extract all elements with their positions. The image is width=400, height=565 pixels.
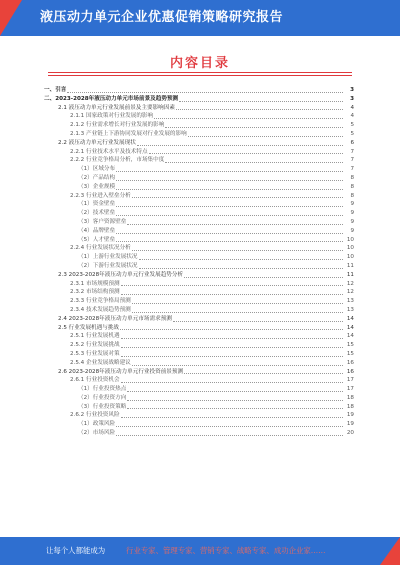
toc-entry-label: 2.5 行业发展机遇与挑战: [58, 324, 120, 331]
toc-entry-label: 2.3.1 市场规模预测: [70, 280, 120, 287]
toc-entry-label: （4）品牌壁垒: [78, 227, 116, 234]
toc-entry-page: 10: [346, 236, 354, 243]
toc-entry-label: 二、2023-2028年液压动力单元市场前景及趋势预测: [44, 95, 179, 102]
toc-entry[interactable]: [44, 420, 354, 429]
toc-entry[interactable]: [44, 165, 354, 174]
toc-entry-label: 2.5.1 行业发展机遇: [70, 333, 120, 340]
toc-entry-label: （2）产品结构: [78, 174, 116, 181]
toc-entry[interactable]: [44, 130, 354, 139]
toc-heading: 内容目录: [169, 56, 230, 71]
toc-entry[interactable]: [44, 315, 354, 324]
toc-entry-page: 15: [346, 342, 354, 349]
toc-leader-dots: [116, 435, 343, 436]
toc-entry[interactable]: [44, 95, 354, 104]
toc-entry-page: 13: [346, 306, 354, 313]
toc-entry-label: （3）客户资源壁垒: [78, 218, 127, 225]
toc-entry[interactable]: [44, 112, 354, 121]
toc-entry-page: 18: [346, 394, 354, 401]
toc-entry-page: 12: [346, 289, 354, 296]
toc-entry-page: 13: [346, 298, 354, 305]
toc-entry-label: 2.6.1 行业投资机会: [70, 377, 120, 384]
toc-entry-page: 9: [350, 227, 354, 234]
toc-leader-dots: [149, 153, 343, 154]
toc-entry-page: 3: [350, 95, 354, 102]
toc-entry-label: （1）政策风险: [78, 421, 116, 428]
toc-leader-dots: [184, 277, 343, 278]
toc-leader-dots: [132, 250, 343, 251]
toc-entry[interactable]: [44, 236, 354, 245]
toc-leader-dots: [132, 303, 343, 304]
toc-entry-label: 2.2.4 行业发展状况分析: [70, 245, 131, 252]
toc-leader-dots: [132, 197, 343, 198]
toc-entry-label: （3）行业投资策略: [78, 403, 127, 410]
toc-entry[interactable]: [44, 429, 354, 438]
toc-entry-page: 14: [346, 324, 354, 331]
report-footer-bar: [0, 537, 400, 565]
toc-leader-dots: [188, 136, 343, 137]
toc-entry-page: 17: [346, 377, 354, 384]
toc-entry-label: （5）人才壁垒: [78, 236, 116, 243]
toc-leader-dots: [120, 329, 343, 330]
toc-entry-page: 8: [350, 174, 354, 181]
toc-entry-label: 2.1.3 产业链上下游协同发展对行业发展的影响: [70, 130, 187, 137]
toc-entry[interactable]: [44, 288, 354, 297]
toc-entry[interactable]: [44, 359, 354, 368]
toc-entry-page: 9: [350, 218, 354, 225]
toc-entry[interactable]: [44, 403, 354, 412]
footer-roles: 行业专家、管理专家、营销专家、战略专家、成功企业家……: [126, 546, 326, 555]
toc-entry[interactable]: [44, 394, 354, 403]
toc-leader-dots: [176, 109, 343, 110]
report-title: 液压动力单元企业优惠促销策略研究报告: [40, 10, 284, 25]
toc-entry[interactable]: [44, 200, 354, 209]
toc-entry[interactable]: [44, 341, 354, 350]
toc-entry[interactable]: [44, 139, 354, 148]
toc-entry[interactable]: [44, 368, 354, 377]
toc-leader-dots: [132, 365, 343, 366]
toc-entry-label: 2.5.2 行业发展挑战: [70, 342, 120, 349]
toc-entry-page: 7: [350, 157, 354, 164]
toc-entry-page: 8: [350, 192, 354, 199]
toc-entry-page: 7: [350, 166, 354, 173]
toc-entry-page: 19: [346, 421, 354, 428]
toc-entry-label: 2.6.2 行业投资风险: [70, 412, 120, 419]
toc-entry-label: 2.2 液压动力单元行业发展现状: [58, 139, 136, 146]
toc-entry-label: （1）上游行业发展状况: [78, 254, 138, 261]
toc-leader-dots: [116, 206, 343, 207]
toc-leader-dots: [116, 171, 343, 172]
toc-entry[interactable]: [44, 376, 354, 385]
toc-leader-dots: [121, 382, 343, 383]
toc-leader-dots: [116, 215, 343, 216]
toc-leader-dots: [127, 408, 343, 409]
toc-entry-label: 2.1 液压动力单元行业发展前景及主要影响因素: [58, 104, 175, 111]
toc-leader-dots: [67, 92, 343, 93]
toc-entry-page: 9: [350, 210, 354, 217]
heading-rule-bottom: [48, 75, 352, 76]
toc-entry-page: 3: [350, 87, 354, 93]
toc-leader-dots: [121, 285, 343, 286]
toc-entry-label: 2.3.3 行业竞争格局预测: [70, 298, 131, 305]
toc-entry-label: 2.3 2023-2028年液压动力单元行业发展趋势分析: [58, 271, 184, 278]
toc-entry-page: 11: [346, 271, 354, 278]
toc-entry-page: 14: [346, 333, 354, 340]
toc-leader-dots: [139, 259, 344, 260]
toc-entry-label: 2.5.3 行业发展对策: [70, 350, 120, 357]
toc-entry[interactable]: [44, 280, 354, 289]
toc-entry-page: 4: [350, 104, 354, 111]
toc-entry[interactable]: [44, 271, 354, 280]
toc-entry-label: （2）下游行业发展状况: [78, 262, 138, 269]
toc-leader-dots: [173, 321, 343, 322]
toc-leader-dots: [121, 417, 343, 418]
toc-entry-label: （2）技术壁垒: [78, 210, 116, 217]
toc-leader-dots: [127, 224, 343, 225]
toc-entry-label: （1）资金壁垒: [78, 201, 116, 208]
toc-entry[interactable]: [44, 192, 354, 201]
toc-entry-label: 2.5.4 企业发展战略建议: [70, 359, 131, 366]
toc-entry[interactable]: [44, 183, 354, 192]
toc-leader-dots: [165, 162, 343, 163]
toc-leader-dots: [116, 233, 343, 234]
heading-rule-top: [48, 72, 352, 73]
footer-slogan: 让每个人都能成为: [46, 546, 106, 555]
toc-entry-page: 20: [346, 430, 354, 437]
report-header-bar: [0, 0, 400, 36]
toc-entry[interactable]: [44, 227, 354, 236]
toc-entry-label: 一、引言: [44, 87, 67, 93]
toc-leader-dots: [165, 127, 343, 128]
toc-entry-label: 2.3.4 技术发展趋势预测: [70, 306, 131, 313]
toc-entry[interactable]: [44, 332, 354, 341]
toc-entry-page: 16: [346, 368, 354, 375]
toc-entry-page: 4: [350, 113, 354, 120]
footer-red-corner: [380, 537, 400, 565]
toc-entry-page: 19: [346, 412, 354, 419]
toc-leader-dots: [139, 268, 344, 269]
toc-leader-dots: [121, 347, 343, 348]
toc-leader-dots: [184, 373, 343, 374]
toc-entry-page: 6: [350, 139, 354, 146]
toc-entry[interactable]: [44, 324, 354, 333]
toc-entry-page: 9: [350, 201, 354, 208]
toc-leader-dots: [154, 118, 343, 119]
toc-entry-page: 8: [350, 183, 354, 190]
toc-entry-page: 15: [346, 350, 354, 357]
toc-entry-label: （1）区域分布: [78, 166, 116, 173]
toc-entry[interactable]: [44, 244, 354, 253]
toc-leader-dots: [127, 400, 343, 401]
toc-entry-label: （2）市场风险: [78, 430, 116, 437]
toc-entry[interactable]: [44, 156, 354, 165]
toc-entry-label: 2.4 2023-2028年液压动力单元市场需求预测: [58, 315, 172, 322]
toc-leader-dots: [121, 294, 343, 295]
toc-entry-label: 2.3.2 市场结构预测: [70, 289, 120, 296]
toc-entry[interactable]: [44, 209, 354, 218]
toc-entry-label: 2.6 2023-2028年液压动力单元行业投资前景预测: [58, 368, 184, 375]
toc-entry[interactable]: [44, 306, 354, 315]
toc-entry-page: 11: [346, 262, 354, 269]
toc-entry-label: （1）行业投资热点: [78, 386, 127, 393]
toc-leader-dots: [127, 391, 343, 392]
toc-entry-page: 5: [350, 122, 354, 129]
toc-entry-page: 7: [350, 148, 354, 155]
toc-entry[interactable]: [44, 174, 354, 183]
toc-entry[interactable]: [44, 121, 354, 130]
toc-entry[interactable]: [44, 218, 354, 227]
toc-entry-page: 16: [346, 359, 354, 366]
toc-leader-dots: [121, 356, 343, 357]
table-of-contents: [44, 86, 354, 516]
toc-entry[interactable]: [44, 411, 354, 420]
toc-leader-dots: [179, 101, 343, 102]
toc-entry-label: 2.1.2 行业需求增长对行业发展的影响: [70, 122, 165, 129]
toc-entry-page: 5: [350, 130, 354, 137]
toc-leader-dots: [116, 189, 343, 190]
toc-entry[interactable]: [44, 350, 354, 359]
toc-entry-label: （2）行业投资方向: [78, 394, 127, 401]
toc-entry-page: 12: [346, 280, 354, 287]
toc-leader-dots: [116, 426, 343, 427]
toc-entry-label: 2.2.2 行业竞争格局分析，市场集中度: [70, 157, 165, 164]
toc-leader-dots: [137, 145, 343, 146]
toc-entry[interactable]: [44, 86, 354, 95]
toc-entry-page: 17: [346, 386, 354, 393]
toc-entry[interactable]: [44, 297, 354, 306]
toc-entry[interactable]: [44, 148, 354, 157]
toc-entry[interactable]: [44, 253, 354, 262]
toc-entry[interactable]: [44, 262, 354, 271]
toc-leader-dots: [116, 241, 343, 242]
toc-leader-dots: [132, 312, 343, 313]
toc-entry-label: 2.2.1 行业技术水平及技术特点: [70, 148, 148, 155]
toc-entry-label: 2.2.3 行业进入壁垒分析: [70, 192, 131, 199]
toc-entry-page: 10: [346, 245, 354, 252]
toc-entry[interactable]: [44, 385, 354, 394]
toc-leader-dots: [121, 338, 343, 339]
toc-entry-label: 2.1.1 国家政策对行业发展的影响: [70, 113, 154, 120]
toc-entry-label: （3）企业规模: [78, 183, 116, 190]
header-red-corner: [0, 0, 22, 36]
toc-leader-dots: [116, 180, 343, 181]
toc-entry-page: 10: [346, 254, 354, 261]
toc-entry-page: 18: [346, 403, 354, 410]
toc-entry[interactable]: [44, 104, 354, 113]
toc-entry-page: 14: [346, 315, 354, 322]
